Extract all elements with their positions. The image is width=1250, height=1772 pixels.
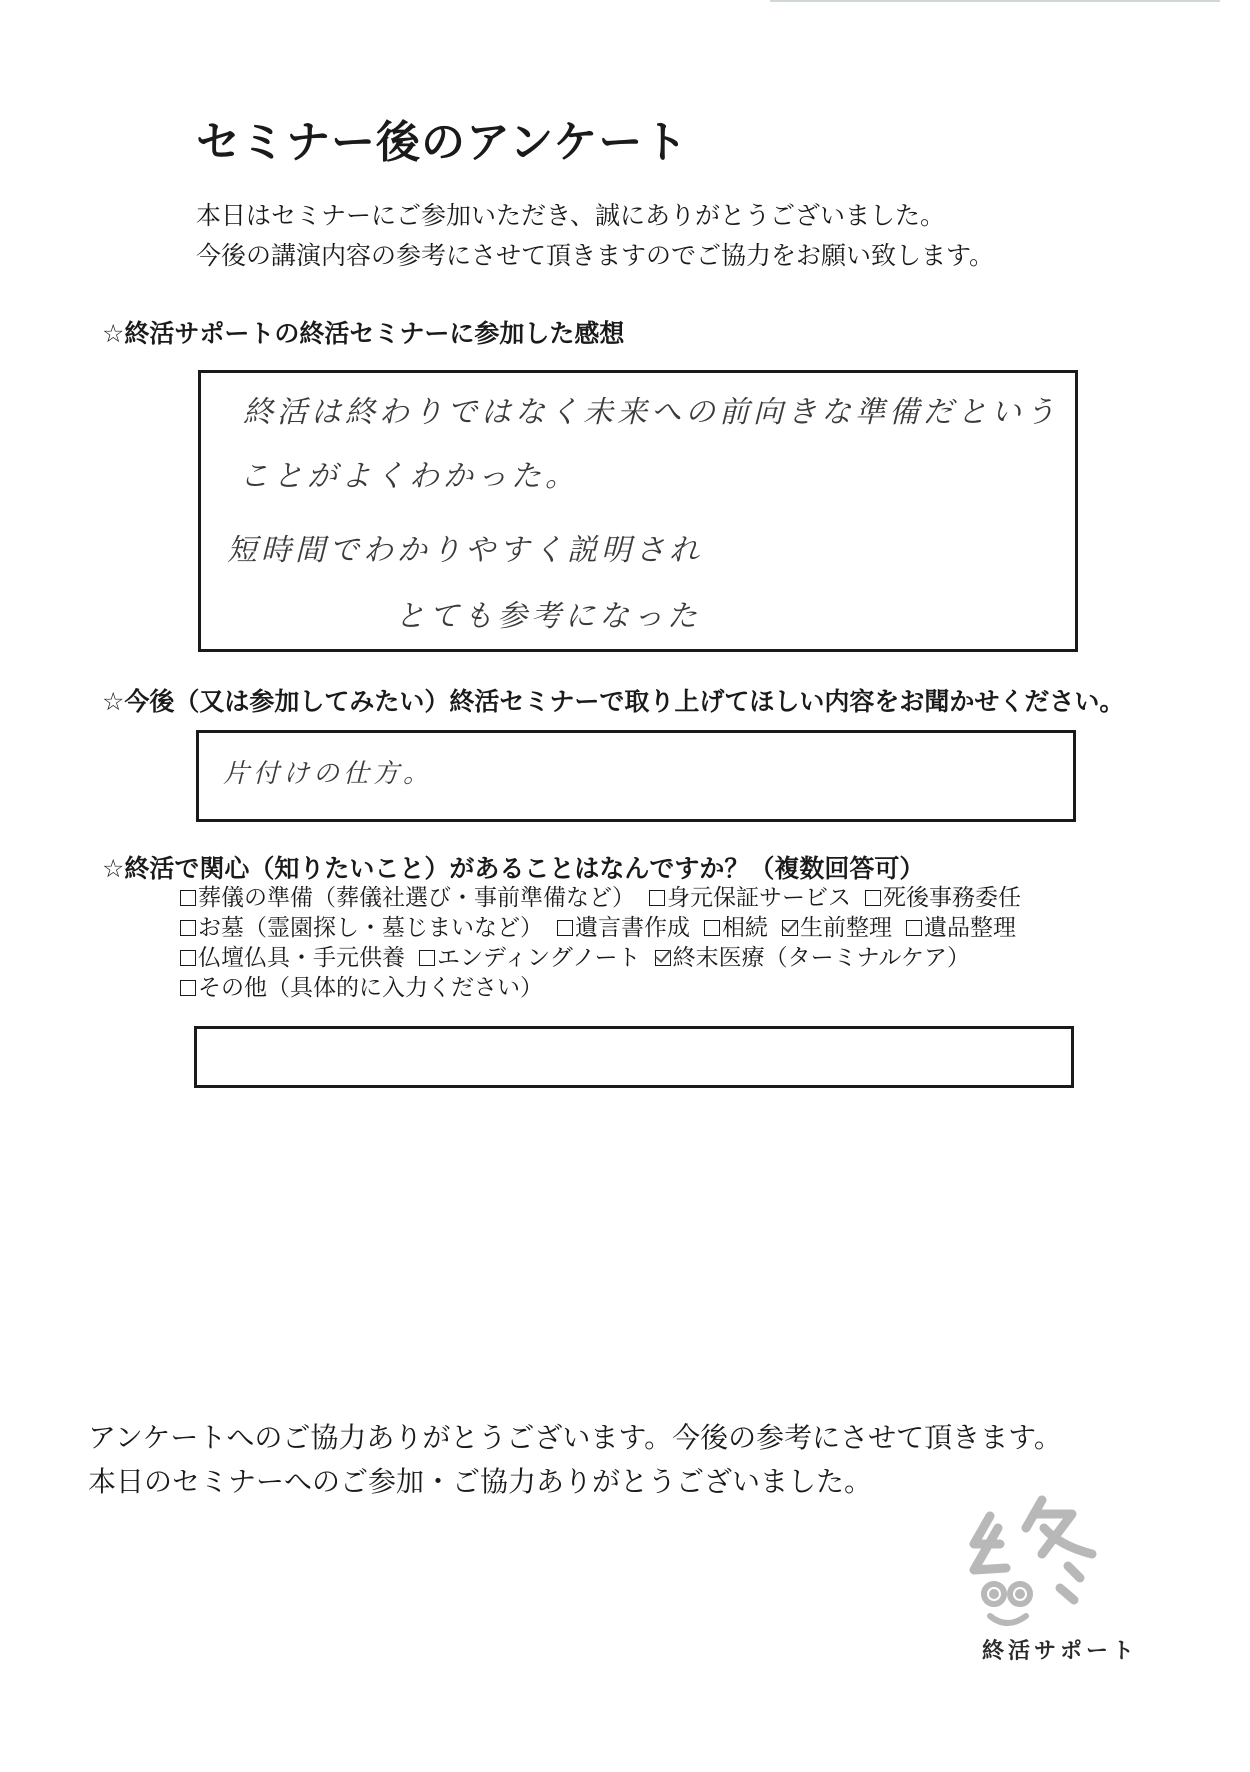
options-row-1	[180, 883, 1035, 913]
option-grave[interactable]: お墓（霊園探し・墓じまいなど）	[180, 913, 543, 943]
interest-options	[180, 883, 1035, 1003]
answer-1-line-1: 終活は終わりではなく未来への前向きな準備だという	[243, 395, 1059, 430]
option-other[interactable]: その他（具体的に入力ください）	[180, 973, 543, 1003]
logo-name: 終活サポート	[982, 1639, 1139, 1664]
checkbox-icon[interactable]	[419, 950, 435, 966]
closing-line-1: アンケートへのご協力ありがとうございます。今後の参考にさせて頂きます。	[88, 1421, 1062, 1454]
option-funeral-prep[interactable]: 葬儀の準備（葬儀社選び・事前準備など）	[180, 883, 635, 913]
option-inheritance[interactable]: 相続	[704, 913, 768, 943]
checkbox-checked-icon[interactable]	[782, 920, 798, 936]
answer-2-text: 片付けの仕方。	[223, 759, 434, 789]
closing-line-2: 本日のセミナーへのご参加・ご協力ありがとうございました。	[88, 1465, 873, 1498]
checkbox-icon[interactable]	[557, 920, 573, 936]
question-1-answer-box[interactable]	[198, 370, 1078, 652]
page-edge-line	[770, 0, 1220, 2]
checkbox-icon[interactable]	[180, 950, 196, 966]
checkbox-icon[interactable]	[865, 890, 881, 906]
options-row-2	[180, 913, 1035, 943]
option-pre-death-cleanup[interactable]: 生前整理	[782, 913, 892, 943]
question-1-label: ☆終活サポートの終活セミナーに参加した感想	[102, 319, 625, 348]
options-row-3	[180, 943, 1035, 973]
checkbox-icon[interactable]	[649, 890, 665, 906]
question-2-label: ☆今後（又は参加してみたい）終活セミナーで取り上げてほしい内容をお聞かせください。	[102, 687, 1125, 716]
answer-1-line-3: 短時間でわかりやすく説明され	[227, 533, 703, 568]
option-identity-guarantee[interactable]: 身元保証サービス	[649, 883, 851, 913]
intro-line-2: 今後の講演内容の参考にさせて頂きますのでご協力をお願い致します。	[196, 241, 995, 270]
options-row-4	[180, 973, 1035, 1003]
smiling-face-kanji-logo-icon	[960, 1488, 1110, 1638]
page-title: セミナー後のアンケート	[196, 117, 689, 168]
option-terminal-care[interactable]: 終末医療（ターミナルケア）	[655, 943, 970, 973]
checkbox-icon[interactable]	[180, 980, 196, 996]
intro-text	[196, 196, 994, 276]
option-posthumous-affairs[interactable]: 死後事務委任	[865, 883, 1021, 913]
option-will[interactable]: 遺言書作成	[557, 913, 690, 943]
answer-1-line-4: とても参考になった	[395, 599, 701, 634]
checkbox-icon[interactable]	[180, 920, 196, 936]
checkbox-icon[interactable]	[704, 920, 720, 936]
checkbox-icon[interactable]	[180, 890, 196, 906]
checkbox-checked-icon[interactable]	[655, 950, 671, 966]
other-answer-box[interactable]	[194, 1026, 1074, 1088]
option-ending-note[interactable]: エンディングノート	[419, 943, 641, 973]
closing-text	[88, 1416, 1062, 1504]
question-3-label: ☆終活で関心（知りたいこと）があることはなんですか？（複数回答可）	[102, 854, 925, 883]
intro-line-1: 本日はセミナーにご参加いただき、誠にありがとうございました。	[196, 201, 946, 230]
answer-1-line-2: ことがよくわかった。	[239, 459, 579, 494]
option-altar[interactable]: 仏壇仏具・手元供養	[180, 943, 405, 973]
question-2-answer-box[interactable]	[196, 730, 1076, 822]
option-belongings-cleanup[interactable]: 遺品整理	[906, 913, 1016, 943]
checkbox-icon[interactable]	[906, 920, 922, 936]
